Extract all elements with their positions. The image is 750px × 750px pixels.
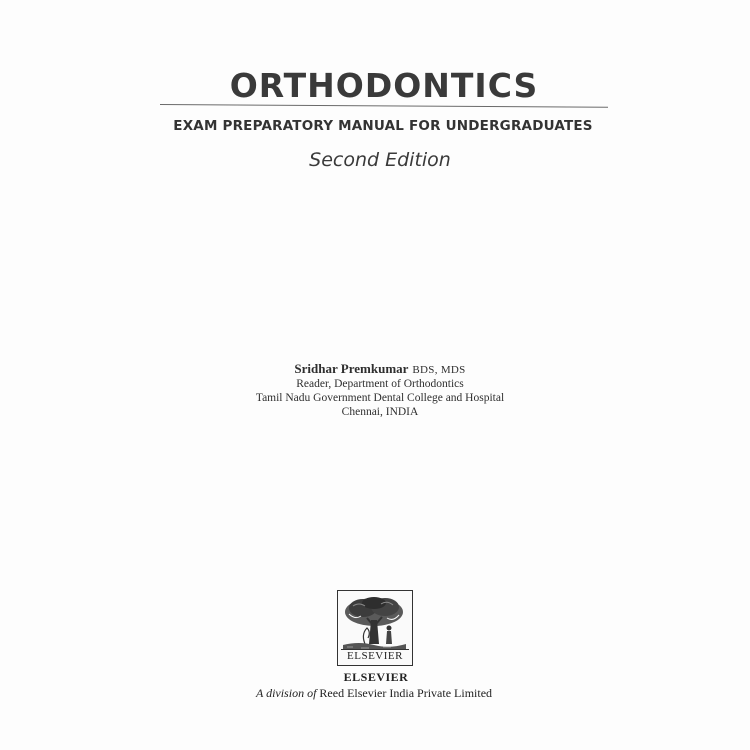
author-line: [0, 362, 750, 377]
book-subtitle: EXAM PREPARATORY MANUAL FOR UNDERGRADUATES: [173, 118, 593, 134]
publisher-division: [0, 686, 748, 701]
division-lead: A division of: [255, 686, 317, 700]
book-title: ORTHODONTICS: [229, 66, 539, 105]
author-institution: Tamil Nadu Government Dental College and Hospital: [255, 392, 505, 404]
edition-label: Second Edition: [309, 149, 451, 171]
logo-wordmark: ELSEVIER: [341, 649, 409, 663]
author-block: [0, 362, 750, 419]
author-location: Chennai, INDIA: [341, 406, 419, 418]
author-degrees: BDS, MDS: [412, 364, 466, 376]
author-position: Reader, Department of Orthodontics: [296, 378, 464, 390]
publisher-name: ELSEVIER: [343, 670, 409, 684]
elsevier-logo: [337, 590, 413, 666]
elsevier-tree-icon: [341, 594, 408, 649]
division-name: Reed Elsevier India Private Limited: [319, 686, 493, 700]
author-name: Sridhar Premkumar: [294, 361, 409, 376]
